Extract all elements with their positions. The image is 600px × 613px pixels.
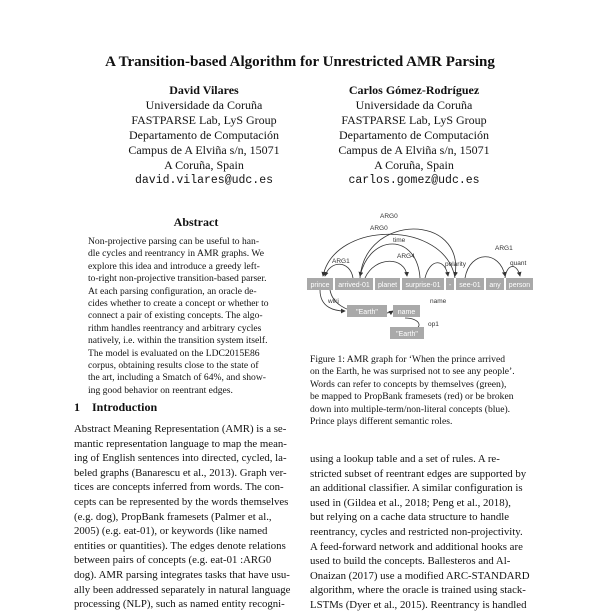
caption-line: Words can refer to concepts by themselves (green), bbox=[310, 378, 507, 390]
author-affiliation: Universidade da Coruña bbox=[145, 98, 263, 112]
node-label: planet bbox=[377, 282, 398, 289]
abstract-line: dle cycles and reentrancy in AMR graphs. We bbox=[88, 248, 264, 260]
intro-line: ally been addressed separately in natural language bbox=[74, 583, 291, 596]
node-label: "Earth" bbox=[356, 309, 378, 316]
intro-line: ing of English sentences into directed, cycled, la- bbox=[74, 452, 287, 465]
intro-line: cepts can be represented by the words themselves bbox=[74, 495, 289, 508]
author-name: Carlos Gómez-Rodríguez bbox=[348, 83, 480, 97]
edge-label: ARG0 bbox=[370, 225, 388, 232]
edge-arc bbox=[505, 266, 520, 278]
node-label: "Earth" bbox=[396, 331, 418, 338]
author-email: david.vilares@udc.es bbox=[134, 174, 274, 187]
abstract-line: natively, i.e. within the transition system itself. bbox=[88, 335, 268, 347]
intro-text bbox=[74, 422, 306, 612]
amr-graph-svg bbox=[305, 208, 535, 348]
caption-line: Prince plays different semantic roles. bbox=[310, 416, 453, 428]
body-line: using a lookup table and a set of rules. A re- bbox=[310, 453, 500, 465]
abstract-line: rithm handles reentrancy and arbitrary cycles bbox=[88, 322, 262, 334]
intro-line: beled graphs (Banarescu et al., 2013). Graph ver- bbox=[74, 466, 287, 479]
body-line: stricted subset of reentrant edges are supported by bbox=[310, 467, 527, 480]
intro-line: (e.g. dog), PropBank framesets (Palmer et al., bbox=[74, 510, 272, 523]
intro-line: 2005) (e.g. eat-01), or keywords (like named bbox=[74, 525, 268, 538]
node-label: - bbox=[448, 282, 452, 289]
body-line: used in (Gildea et al., 2018; Peng et al., 2018), bbox=[310, 496, 511, 509]
edge-label: ARG0 bbox=[380, 213, 398, 220]
abstract-line: cides whether to create a concept or whether to bbox=[88, 298, 269, 310]
edge-label: ARG4 bbox=[397, 253, 415, 260]
abstract-line: ing good behavior on reentrant edges. bbox=[88, 384, 233, 396]
node-label: prince bbox=[310, 282, 330, 289]
node-label: see-01 bbox=[459, 282, 481, 289]
body-line: but relying on a cache data structure to handle bbox=[310, 511, 510, 524]
body-line: an additional classifier. A similar configuration is bbox=[310, 482, 523, 495]
intro-line: processing (NLP), such as named entity recogni- bbox=[74, 598, 285, 611]
intro-line: dog). AMR parsing integrates tasks that have usu- bbox=[74, 568, 290, 581]
abstract-line: explore this idea and introduce a greedy left- bbox=[88, 260, 260, 272]
edge-label: name bbox=[430, 298, 447, 305]
author-block-2 bbox=[304, 83, 524, 188]
caption-line: Figure 1: AMR graph for ‘When the prince arrived bbox=[310, 354, 506, 365]
edge-label: ARG1 bbox=[332, 258, 350, 265]
body-line: algorithm, where the oracle is trained using stack- bbox=[310, 584, 526, 597]
intro-heading bbox=[74, 400, 157, 415]
body-line: used to build the concepts. Ballesteros and Al- bbox=[310, 555, 511, 568]
edge-arc bbox=[325, 264, 353, 278]
abstract-text bbox=[88, 236, 304, 397]
caption-line: down into multiple-term/non-literal concepts (blue). bbox=[310, 403, 511, 415]
author-affiliation: FASTPARSE Lab, LyS Group bbox=[131, 113, 277, 127]
author-affiliation: Universidade da Coruña bbox=[355, 98, 473, 112]
node-label: surprise-01 bbox=[405, 282, 441, 289]
abstract-line: to-right non-projective transition-based parser. bbox=[88, 273, 267, 285]
body-line: Onaizan (2017) use a modified ARC-STANDARD bbox=[310, 569, 530, 582]
intro-line: entities or quantities). The edges denote relations bbox=[74, 539, 286, 552]
edge-arc bbox=[365, 261, 407, 278]
author-affiliation: Campus de A Elviña s/n, 15071 bbox=[338, 143, 490, 157]
author-affiliation: Departamento de Computación bbox=[129, 128, 279, 142]
edge-label: polarity bbox=[445, 261, 466, 268]
edge-label: op1 bbox=[428, 321, 439, 328]
author-name: David Vilares bbox=[169, 83, 239, 97]
figure-caption bbox=[310, 354, 532, 428]
abstract-line: the art, including a Smatch of 64%, and show- bbox=[88, 372, 266, 384]
body-line: LSTMs (Dyer et al., 2015). Reentrancy is handled bbox=[310, 598, 527, 611]
abstract-line: Non-projective parsing can be useful to han- bbox=[88, 236, 260, 247]
intro-number: 1 bbox=[74, 400, 80, 414]
caption-line: on the Earth, he was surprised not to see any people’. bbox=[310, 366, 515, 378]
edge-arc bbox=[465, 257, 505, 278]
abstract-line: At each parsing configuration, an oracle de- bbox=[88, 285, 257, 297]
node-label: person bbox=[508, 282, 531, 289]
author-affiliation: A Coruña, Spain bbox=[374, 158, 454, 172]
abstract-line: connect a pair of existing concepts. The algo- bbox=[88, 310, 263, 322]
node-label: name bbox=[397, 309, 416, 316]
author-block-1 bbox=[94, 83, 314, 188]
intro-line: between pairs of concepts (e.g. eat-01 :ARG0 bbox=[74, 554, 272, 567]
body-line: reentrancy, cycles and restricted non-projectivity. bbox=[310, 525, 523, 538]
intro-line: tices are concepts inferred from words. The con- bbox=[74, 481, 284, 494]
author-affiliation: Departamento de Computación bbox=[339, 128, 489, 142]
edge-label: quant bbox=[510, 260, 527, 267]
intro-title: Introduction bbox=[92, 400, 158, 414]
edge-label: wiki bbox=[328, 298, 339, 305]
abstract-heading: Abstract bbox=[173, 215, 219, 229]
body-line: A feed-forward network and additional hooks are bbox=[310, 540, 523, 553]
intro-line: Abstract Meaning Representation (AMR) is a se- bbox=[74, 423, 287, 435]
abstract-line: corpus, obtaining results close to the state of bbox=[88, 360, 259, 372]
right-column-text bbox=[310, 452, 530, 613]
abstract-line: The model is evaluated on the LDC2015E86 bbox=[88, 347, 260, 359]
author-email: carlos.gomez@udc.es bbox=[348, 174, 480, 187]
author-affiliation: A Coruña, Spain bbox=[164, 158, 244, 172]
paper-title: A Transition-based Algorithm for Unrestricted AMR Parsing bbox=[105, 54, 495, 70]
node-label: arrived-01 bbox=[338, 282, 370, 289]
author-affiliation: Campus de A Elviña s/n, 15071 bbox=[128, 143, 280, 157]
intro-line: mantic representation language to map the mean- bbox=[74, 437, 287, 450]
edge-label: time bbox=[393, 237, 406, 244]
caption-line: be mapped to PropBank framesets (red) or be broken bbox=[310, 391, 514, 403]
author-affiliation: FASTPARSE Lab, LyS Group bbox=[341, 113, 487, 127]
edge-label: ARG1 bbox=[495, 245, 513, 252]
amr-graph-figure bbox=[305, 208, 535, 348]
node-label: any bbox=[489, 282, 501, 289]
edge-arc bbox=[323, 234, 455, 278]
